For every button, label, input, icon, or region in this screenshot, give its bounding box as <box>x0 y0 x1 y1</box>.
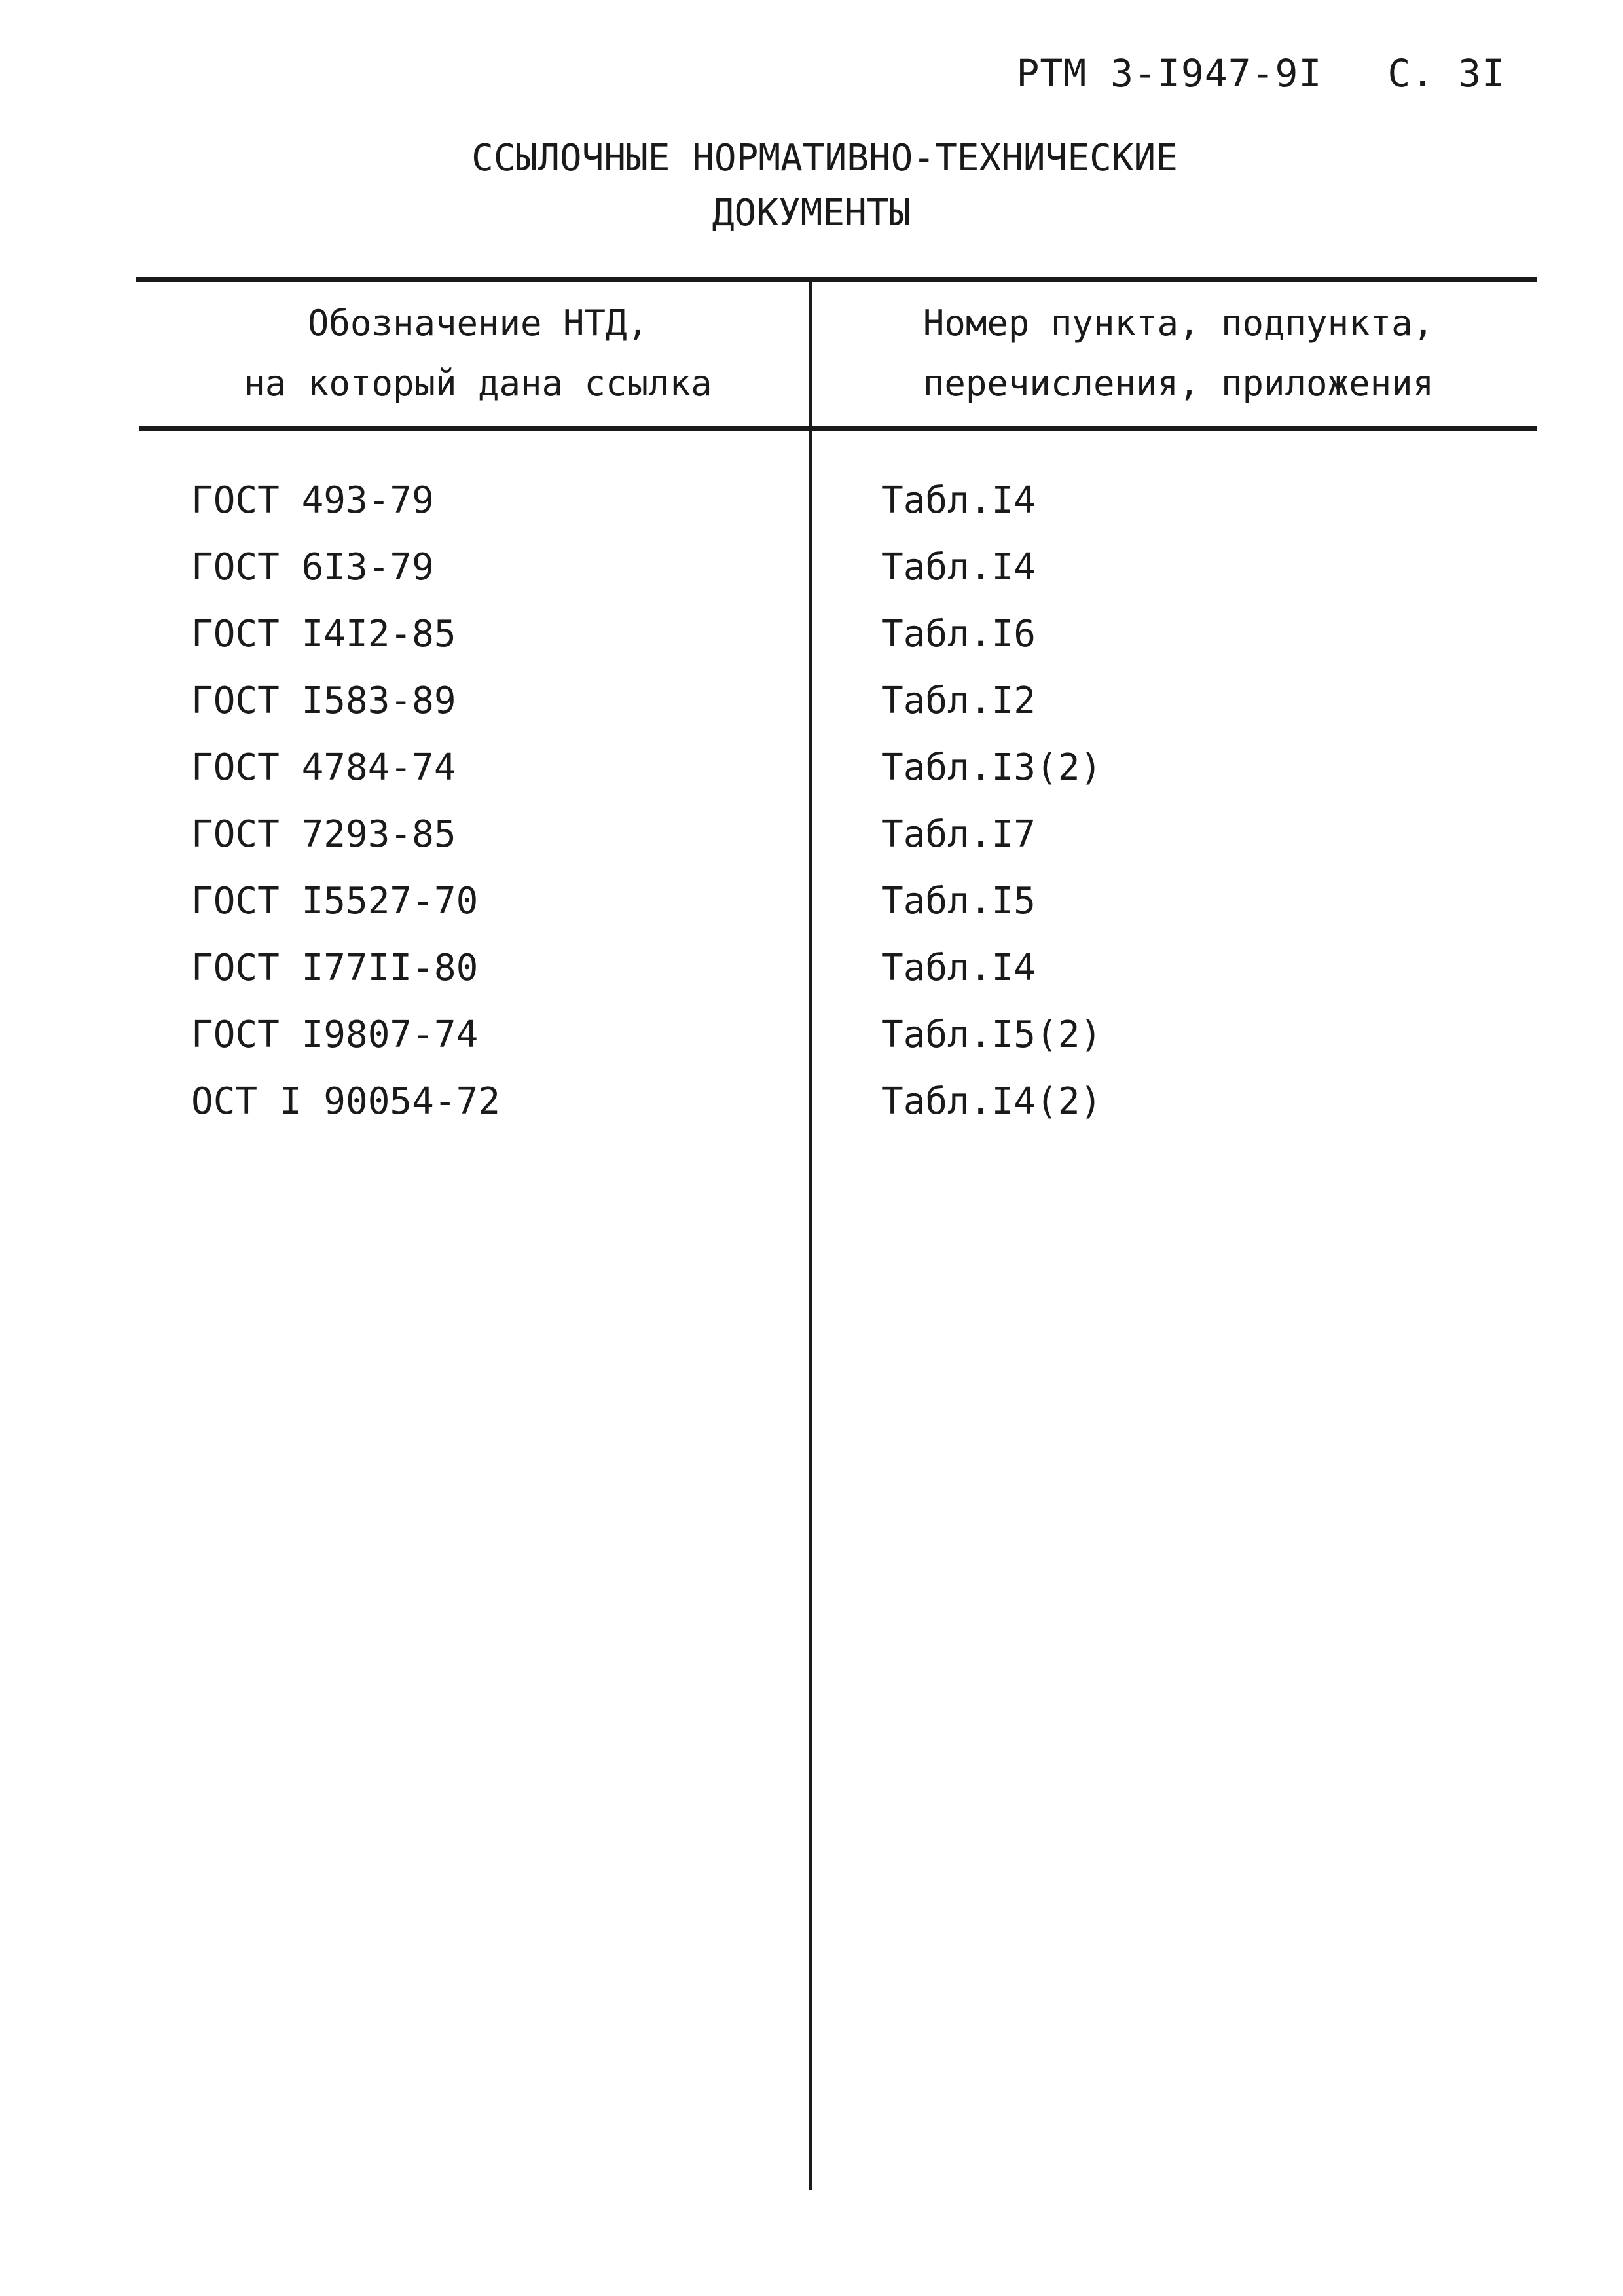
table-row <box>0 735 1623 801</box>
table-row <box>0 868 1623 935</box>
table-row <box>0 935 1623 1002</box>
page-header <box>1016 51 1505 96</box>
table-row <box>0 801 1623 868</box>
doc-designation: ГОСТ 7293-85 <box>191 813 456 856</box>
doc-designation: ГОСТ I9807-74 <box>191 1013 479 1056</box>
doc-designation: ГОСТ 493-79 <box>191 479 434 522</box>
table-row <box>0 1068 1623 1135</box>
column-header-reference <box>818 293 1539 414</box>
column-header-designation <box>157 293 799 414</box>
column-header-line-2: на который дана ссылка <box>244 363 712 404</box>
doc-reference: Табл.I5 <box>881 880 1036 922</box>
doc-designation: ОСТ I 90054-72 <box>191 1080 501 1123</box>
table-row <box>0 668 1623 735</box>
doc-designation: ГОСТ I77II-80 <box>191 947 479 989</box>
table-top-rule <box>136 277 1537 282</box>
page-number: С. 3I <box>1387 51 1505 96</box>
column-header-line-2: перечисления, приложения <box>922 363 1434 404</box>
doc-reference: Табл.I4 <box>881 479 1036 522</box>
doc-reference: Табл.I7 <box>881 813 1036 856</box>
doc-reference: Табл.I6 <box>881 613 1036 655</box>
table-row <box>0 467 1623 534</box>
title-line-1: ССЫЛОЧНЫЕ НОРМАТИВНО-ТЕХНИЧЕСКИЕ <box>471 137 1178 179</box>
title-line-2: ДОКУМЕНТЫ <box>712 192 911 234</box>
doc-designation: ГОСТ I583-89 <box>191 680 456 722</box>
doc-reference: Табл.I4 <box>881 546 1036 589</box>
doc-code: РТМ 3-I947-9I <box>1016 51 1322 96</box>
column-header-line-1: Номер пункта, подпункта, <box>922 302 1434 344</box>
doc-reference: Табл.I2 <box>881 680 1036 722</box>
doc-designation: ГОСТ I5527-70 <box>191 880 479 922</box>
doc-reference: Табл.I4(2) <box>881 1080 1103 1123</box>
doc-designation: ГОСТ 6I3-79 <box>191 546 434 589</box>
table-row <box>0 601 1623 668</box>
table-body <box>0 467 1623 1135</box>
table-row <box>0 534 1623 601</box>
doc-reference: Табл.I5(2) <box>881 1013 1103 1056</box>
column-header-line-1: Обозначение НТД, <box>307 302 649 344</box>
page-title <box>0 131 1623 241</box>
table-row <box>0 1002 1623 1068</box>
doc-designation: ГОСТ I4I2-85 <box>191 613 456 655</box>
doc-reference: Табл.I4 <box>881 947 1036 989</box>
doc-designation: ГОСТ 4784-74 <box>191 746 456 789</box>
doc-reference: Табл.I3(2) <box>881 746 1103 789</box>
table-header-rule <box>139 426 1537 431</box>
